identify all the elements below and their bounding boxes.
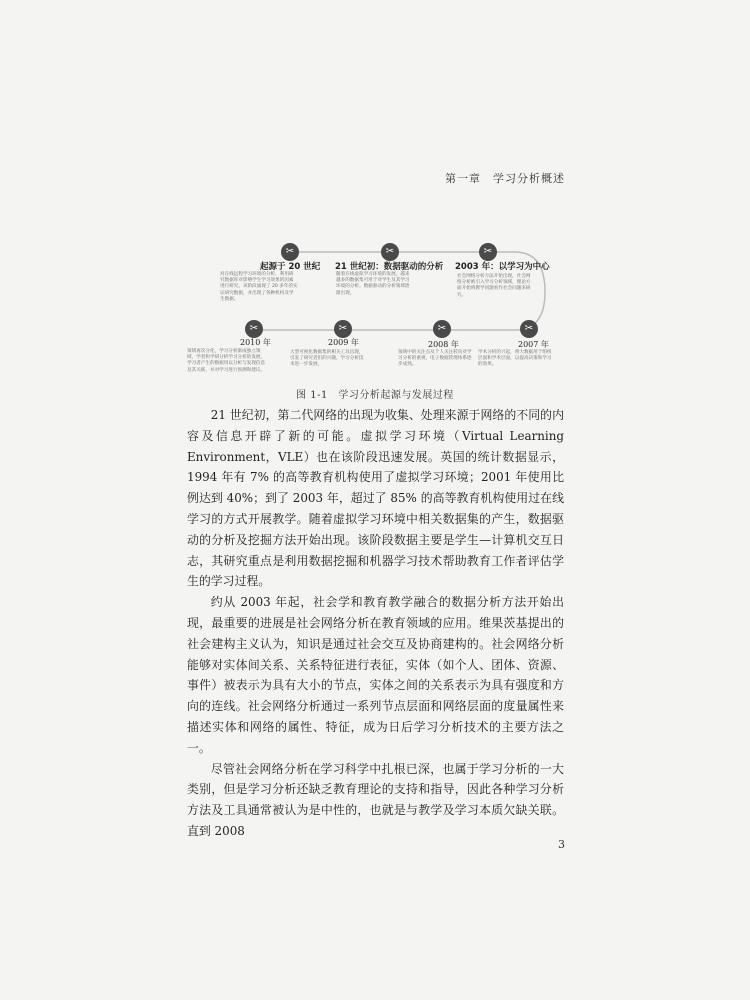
timeline-node-title: 2009 年 xyxy=(328,338,359,347)
timeline-node-text: 大型可视化数据集的相关工具出现，引发了研究者们的兴趣，学习分析技术进一步发展。 xyxy=(290,350,364,368)
tools-icon: ✂ xyxy=(479,243,497,261)
timeline-node-text: 随着在线虚拟学习环境的发展，越来越多的数据集可用于对学生及其学习环境的分析。数据驱动的分析领域逐渐出现。 xyxy=(336,272,410,296)
timeline-node-text: 学术分析的兴起，将大数据用于组织层面和学术层面，以提高决策和学习的效果。 xyxy=(478,350,552,368)
paragraph: 约从 2003 年起，社会学和教育教学融合的数据分析方法开始出现，最重要的进展是社会网络分析在教育领域的应用。维果茨基提出的社会建构主义认为，知识是通过社会交互及协商建构的。社会网络分析能够对实体间关系、关系特征进行表征，实体（如个人、团体、资源、事件）被表示为具有大小的节点，实体之间的关系表示为具有强度和方向的连线。社会网络分析通过一系列节点层面和网络层面的度量属性来描述实体和网络的属性、特征，成为日后学习分析技术的主要方法之一。 xyxy=(187,595,564,755)
tools-icon: ✂ xyxy=(245,320,263,338)
timeline-node-title: 21 世纪初：数据驱动的分析 xyxy=(335,262,444,272)
timeline-node-text: 社会网络分析方法开始出现，社会网络分析被引入学习分析领域，理论方面开始将教学问题看作社会问题来研究。 xyxy=(457,274,531,298)
timeline-node-title: 2008 年 xyxy=(428,340,459,349)
figure-caption: 图 1-1 学习分析起源与发展过程 xyxy=(296,390,454,401)
tools-icon: ✂ xyxy=(520,320,538,338)
running-header: 第一章 学习分析概述 xyxy=(445,172,565,185)
tools-icon: ✂ xyxy=(433,320,451,338)
tools-icon: ✂ xyxy=(334,320,352,338)
paragraph: 尽管社会网络分析在学习科学中扎根已深，也属于学习分析的一大类别，但是学习分析还缺乏教育理论的支持和指导，因此各种学习分析方法及工具通常被认为是中性的，也就是与教学及学习本质欠缺关联。直到 2008 xyxy=(187,761,564,838)
timeline-node-title: 2003 年：以学习为中心 xyxy=(455,262,550,272)
timeline-node-text: 领域再次分化，学习分析渐成独立领域，学者和学研分析学习分析的发展，学习者产生的数据用以分析与发现信息及其关联，并对学习进行预测和建议。 xyxy=(187,349,266,373)
body-text xyxy=(187,405,564,842)
timeline-node-text: 领域中的关注点从个人关注转向对学习分析的重视，电子数据管理体系逐步成熟。 xyxy=(398,350,472,368)
paragraph: 21 世纪初，第二代网络的出现为收集、处理来源于网络的不同的内容及信息开辟了新的可能。虚拟学习环境（Virtual Learning Environment，VLE）也在该阶段迅速发展。英国的统计数据显示，1994 年有 7% 的高等教育机构使用了虚拟学习环境；2001 年使用比例达到 40%；到了 2003 年，超过了 85% 的高等教育机构使用过在线学习的方式开展教学。随着虚拟学习环境中相关数据集的产生，数据驱动的分析及挖掘方法开始出现。该阶段数据主要是学生—计算机交互日志，其研究重点是利用数据挖掘和机器学习技术帮助教育工作者评估学生的学习过程。 xyxy=(187,408,564,589)
page-number: 3 xyxy=(558,838,565,851)
tools-icon: ✂ xyxy=(281,243,299,261)
tools-icon: ✂ xyxy=(381,243,399,261)
timeline-node-title: 2007 年 xyxy=(518,340,549,349)
timeline-node-title: 2010 年 xyxy=(240,338,271,347)
timeline-node-title: 起源于 20 世纪 xyxy=(260,262,321,272)
timeline-node-text: 对在线远程学习环境的分析，利用研究数据库对影响学生学习效果的因素进行研究。该阶段涌现了 20 多年的实证研究数据，并出现了各种机构及学生数据。 xyxy=(220,272,298,302)
timeline-figure xyxy=(170,232,580,378)
